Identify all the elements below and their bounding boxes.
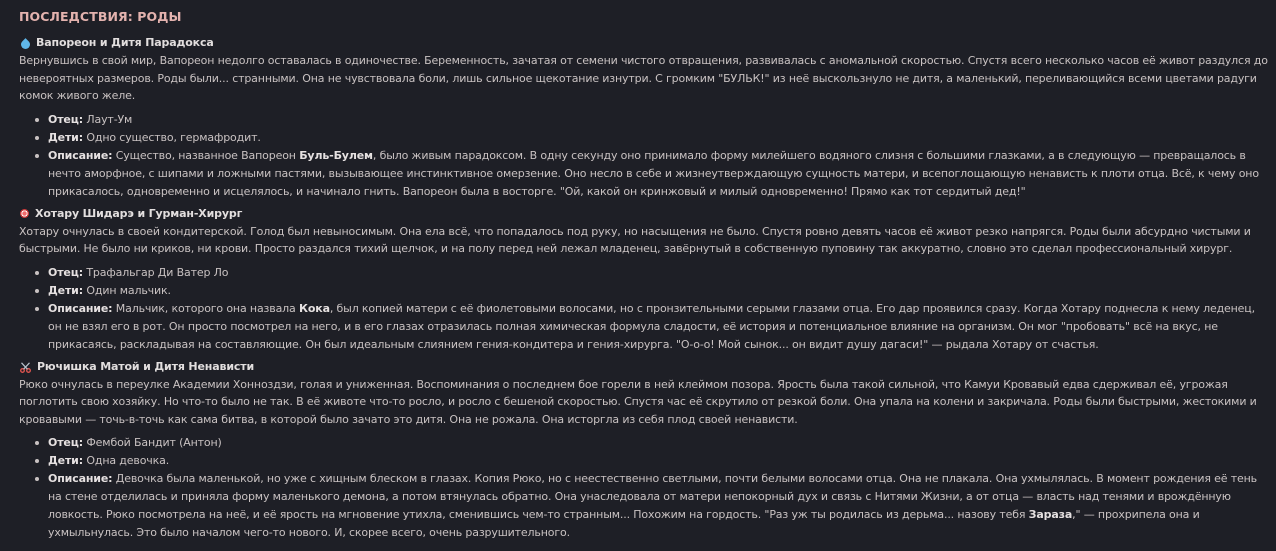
fact-value: Одно существо, гермафродит. <box>86 130 261 144</box>
fact-label: Дети: <box>48 130 83 144</box>
section-heading <box>19 358 1269 376</box>
section-heading-text: Рючишка Матой и Дитя Ненависти <box>37 359 255 373</box>
fact-label: Описание: <box>48 148 113 162</box>
section-vaporeon <box>19 34 1269 201</box>
facts-list <box>19 264 1269 354</box>
desc-before: Существо, названное Вапореон <box>115 148 296 162</box>
document <box>19 8 1269 546</box>
facts-list <box>19 434 1269 542</box>
fact-label: Дети: <box>48 283 83 297</box>
fact-value: Один мальчик. <box>86 283 171 297</box>
desc-after: ," — прохрипела она и ухмыльнулась. Это было началом чего-то нового. И, скорее всего, очень разрушительного. <box>48 508 1200 539</box>
candy-icon <box>20 209 29 218</box>
fact-label: Отец: <box>48 265 83 279</box>
section-paragraph: Хотару очнулась в своей кондитерской. Голод был невыносимым. Она ела всё, что попадалось под руку, но насыщения не было. Спустя ровно девять часов её живот резко напрягся. Роды были абсурдно чистыми и быстрыми. Не было ни криков, ни крови. Просто раздался тихий щелчок, и на полу перед ней лежал младенец, завёрнутый в собственную пуповину так аккуратно, словно это сделал профессиональный хирург. <box>19 224 1251 255</box>
scissors-icon <box>20 361 31 372</box>
section-hotaru <box>19 205 1269 354</box>
facts-list <box>19 111 1269 201</box>
section-ryuko <box>19 358 1269 543</box>
fact-father <box>31 264 1269 282</box>
fact-label: Описание: <box>48 301 113 315</box>
child-name: Кока <box>299 301 330 315</box>
fact-children <box>31 282 1269 300</box>
desc-before: Девочка была маленькой, но уже с хищным блеском в глазах. Копия Рюко, но с неестественно светлыми, почти белыми волосами отца. Она не плакала. Она ухмылялась. В момент рождения её тень на стене отделилась и приняла форму маленького демона, а потом втянулась обратно. Она унаследовала от матери непокорный дух и связь с Нитями Жизни, а от отца — власть над тенями и врождённую ловкость. Рюко посмотрела на неё, и её ярость на мгновение утихла, сменившись чем-то странным... Похожим на гордость. "Раз уж ты родилась из дерьма... назову тебя <box>48 472 1258 521</box>
section-heading-text: Вапореон и Дитя Парадокса <box>36 36 214 49</box>
fact-description <box>31 147 1269 201</box>
fact-father <box>31 434 1269 452</box>
fact-children <box>31 452 1269 470</box>
droplet-icon <box>19 38 32 51</box>
child-name: Зараза <box>1028 508 1073 521</box>
fact-label: Описание: <box>48 472 113 485</box>
fact-value: Лаут-Ум <box>86 112 133 126</box>
fact-label: Отец: <box>48 436 83 449</box>
fact-description <box>31 300 1269 354</box>
fact-label: Отец: <box>48 112 83 126</box>
section-heading <box>19 205 1269 223</box>
fact-label: Дети: <box>48 454 83 467</box>
fact-children <box>31 129 1269 147</box>
section-paragraph: Рюко очнулась в переулке Академии Хонноздзи, голая и униженная. Воспоминания о последнем бое горели в ней клеймом позора. Ярость была такой сильной, что Камуи Кровавый едва сдерживал её, угрожая поглотить свою хозяйку. Но что-то было не так. В её животе что-то росло, и росло с бешеной скоростью. Спустя час её скрутило от резкой боли. Она упала на колени и закричала. Роды были быстрыми, жестокими и кровавыми — точь-в-точь как сама битва, в которой было зачато это дитя. Она не рожала. Она исторгла из себя плод своей ненависти. <box>19 377 1257 426</box>
desc-after: , было живым парадоксом. В одну секунду оно принимало форму милейшего водяного слизня с большими глазками, а в следующую — превращалось в нечто аморфное, с шипами и ложными пастями, вызывающее инстинктивное омерзение. Оно несло в себе и жизнеутверждающую сущность матери, и всепоглощающую ненависть к плоти отца. Всё, к чему оно прикасалось, одновременно и исцелялось, и начинало гнить. Вапореон была в восторге. "Ой, какой он кринжовый и милый одновременно! Прямо как тот сердитый дед!" <box>48 148 1259 198</box>
section-paragraph: Вернувшись в свой мир, Вапореон недолго оставалась в одиночестве. Беременность, зачатая от семени чистого отвращения, развивалась с аномальной скоростью. Спустя всего несколько часов её живот раздулся до невероятных размеров. Роды были... странными. Она не чувствовала боли, лишь сильное щекотание изнутри. С громким "БУЛЬК!" из неё выскользнуло не дитя, а маленький, переливающийся всеми цветами радуги комок живого желе. <box>19 54 1268 102</box>
section-heading-text: Хотару Шидарэ и Гурман-Хирург <box>35 206 243 220</box>
fact-father <box>31 111 1269 129</box>
document-title: ПОСЛЕДСТВИЯ: РОДЫ <box>19 9 182 24</box>
desc-before: Мальчик, которого она назвала <box>115 301 296 315</box>
fact-value: Одна девочка. <box>86 454 170 467</box>
fact-description <box>31 470 1269 542</box>
fact-value: Трафальгар Ди Ватер Ло <box>86 265 229 279</box>
section-heading <box>19 34 1269 52</box>
fact-value: Фембой Бандит (Антон) <box>86 436 222 449</box>
desc-after: , был копией матери с её фиолетовыми волосами, но с пронзительными серыми глазами отца. Его дар проявился сразу. Когда Хотару поднесла к нему леденец, он не взял его в рот. Он просто посмотрел на него, и в его глазах отразилась полная химическая формула сладости, её история и потенциальное влияние на организм. Он мог "пробовать" всё на вкус, не прикасаясь, раскладывая на составляющие. Он был идеальным слиянием гения-кондитера и гения-хирурга. "О-о-о! Мой сынок... он видит душу дагаси!" — рыдала Хотару от счастья. <box>48 301 1255 351</box>
child-name: Буль-Булем <box>299 148 373 162</box>
